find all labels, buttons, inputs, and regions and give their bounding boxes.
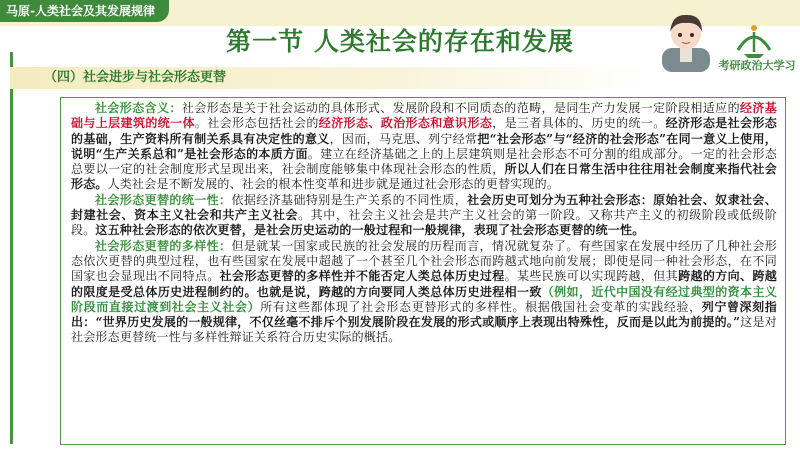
text-segment: 但是就某一国家或民族的社会发展的历程而言，情况就复杂了。有些国家在发展中经历了几种社会形态依次更替的典型过程，也有些国家在发展中超越了一个甚至几个社会形态而跨越式地向前发展；即使是同一种社会形态，在不同国家也会显现出不同特点。 <box>71 238 778 284</box>
bold-emphasis: 所以人们在日常生活中往往用社会制度来指代社会形态。 <box>71 162 777 192</box>
bold-emphasis: 社会历史可划分为五种社会形态：原始社会、奴隶社会、封建社会、资本主义社会和共产主义社会 <box>71 192 777 223</box>
bold-emphasis: 经济形态是社会形态的基础，生产资料所有制关系具有决定性的意义 <box>71 116 777 146</box>
heading-unity-of-succession: 社会形态更替的统一性： <box>95 192 232 207</box>
text-segment: ，因而，马克思、列宁经常 <box>329 131 478 146</box>
bold-emphasis: 社会形态更替的多样性并不能否定人类总体历史过程 <box>219 269 505 284</box>
text-segment: 。社会形态包括社会的 <box>194 116 319 131</box>
text-segment: 社会形态是关于社会运动的具体形式、发展阶段和不同质态的范畴，是同生产力发展一定阶段相适应的 <box>181 101 740 115</box>
section-heading-bar <box>10 67 650 89</box>
text-segment: 依据经济基础特别是生产关系的不同性质， <box>231 192 468 207</box>
teacher-avatar-illustration <box>658 8 714 72</box>
paragraph-unity-of-succession <box>71 193 777 239</box>
left-accent-rule <box>10 52 13 444</box>
bold-emphasis: 跨越的方向、跨越的限度是受总体历史进程制约的。也就是说，跨越的方向要同人类总体历史进程相一致 <box>71 269 777 299</box>
text-segment: 所有这些都体现了社会形态更替形式的多样性。根据俄国社会变革的实践经验， <box>260 299 702 314</box>
green-example-note: （例如，近代中国没有经过典型的资本主义阶段而直接过渡到社会主义社会） <box>71 284 777 314</box>
heading-social-form-definition: 社会形态含义： <box>95 101 182 115</box>
paragraph-social-form-definition <box>71 101 777 193</box>
red-highlight: 经济基础与上层建筑的统一体 <box>71 101 777 131</box>
section-heading: （四）社会进步与社会形态更替 <box>44 70 227 85</box>
heading-diversity-of-succession: 社会形态更替的多样性： <box>95 238 232 253</box>
bold-emphasis: 把“社会形态”与“经济的社会形态”在同一意义上使用，说明“生产关系总和”是社会形态的本质方面 <box>71 131 778 161</box>
bold-emphasis: 这五种社会形态的依次更替，是社会历史运动的一般过程和一般规律，表现了社会形态更替的统一性。 <box>95 223 645 238</box>
text-segment: 这是对社会形态更替统一性与多样性辩证关系符合历史实际的概括。 <box>71 315 777 345</box>
paragraph-diversity-of-succession <box>71 239 777 346</box>
text-segment: 。某些民族可以实现跨越，但其 <box>504 269 679 284</box>
text-segment: 。其中，社会主义社会是共产主义社会的第一阶段。又称共产主义的初级阶段或低级阶段。 <box>71 208 777 238</box>
red-highlight: 经济形态、政治形态和意识形态 <box>318 116 493 131</box>
page-title: 第一节 人类社会的存在和发展 <box>226 27 574 56</box>
content-box <box>60 97 786 445</box>
text-segment: ，是三者具体的、历史的统一。 <box>492 116 666 131</box>
bold-emphasis: 列宁曾深刻指出：“世界历史发展的一般规律，不仅丝毫不排斥个别发展阶段在发展的形式或顺序上表现出特殊性，反而是以此为前提的。” <box>71 299 777 330</box>
text-segment: 。建立在经济基础之上的上层建筑则是社会形态不可分割的组成部分。一定的社会形态总要以一定的社会制度形式呈现出来，社会制度能够集中体现社会形态的性质， <box>71 146 777 177</box>
brand-logo-text: 考研政治大学习 <box>718 59 796 72</box>
text-segment: 人类社会是不断发展的、社会的根本性变革和进步就是通过社会形态的更替实现的。 <box>107 177 560 192</box>
course-tag: 马原-人类社会及其发展规律 <box>0 0 169 22</box>
